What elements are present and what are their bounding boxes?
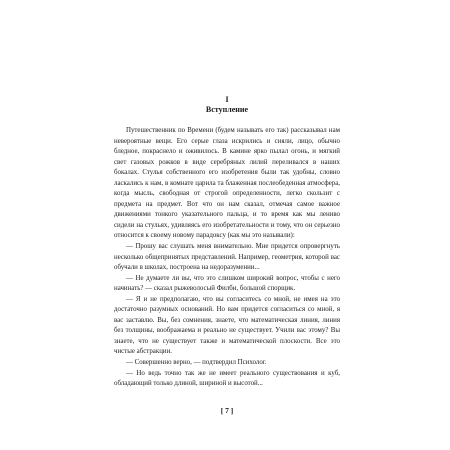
paragraph: — Прошу вас слушать меня внимательно. Мне придется опровергнуть несколько общепринятых представлений. Например, геометрия, которой вас обучали в школах, построена на недоразумении... bbox=[114, 243, 340, 272]
chapter-body bbox=[114, 126, 340, 390]
chapter-title: Вступление bbox=[205, 105, 249, 114]
paragraph: — Не думаете ли вы, что это слишком широкий вопрос, чтобы с него начинать? — сказал рыжеволосый Филби, большой спорщик. bbox=[114, 274, 340, 293]
paragraph: — Но ведь точно так же не имеет реального существования и куб, обладающий только длиной, шириной и высотой... bbox=[114, 369, 340, 388]
paragraph: Путешественник по Времени (будем называть его так) рассказывал нам невероятные вещи. Его серые глаза искрились и сияли, лицо, обычно бледное, покраснело и оживилось. В камине ярко пылал огонь, и мягкий свет газовых рожков в виде серебряных лилий переливался в наших бокалах. Стулья собственного его изобретения были так удобны, словно ласкались к нам, в комнате царила та блаженная послеобеденная атмосфера, когда мысль, свободная от строгой определенности, легко скользит с предмета на предмет. Вот что он нам сказал, отмечая самое важное движениями тонкого указательного пальца, и то время как мы лениво сидели на стульях, удивляясь его изобретательности и тому, что он серьезно относится к своему новому парадоксу (как мы это называли): bbox=[114, 127, 340, 240]
page-number: [ 7 ] bbox=[220, 406, 234, 415]
paragraph: — Я и не предполагаю, что вы согласитесь со мной, не имея на это достаточно разумных оснований. Но вам придется согласиться со мной, я вас заставлю. Вы, без сомнения, знаете, что математическая линия, линия без толщины, воображаема и реально не существует. Учили вас этому? Вы знаете, что не существует также и математической плоскости. Все это чистые абстракции. bbox=[114, 295, 340, 356]
book-page bbox=[114, 0, 340, 450]
chapter-number: I bbox=[225, 95, 229, 104]
paragraph: — Совершенно верно, — подтвердил Психолог. bbox=[126, 359, 267, 367]
